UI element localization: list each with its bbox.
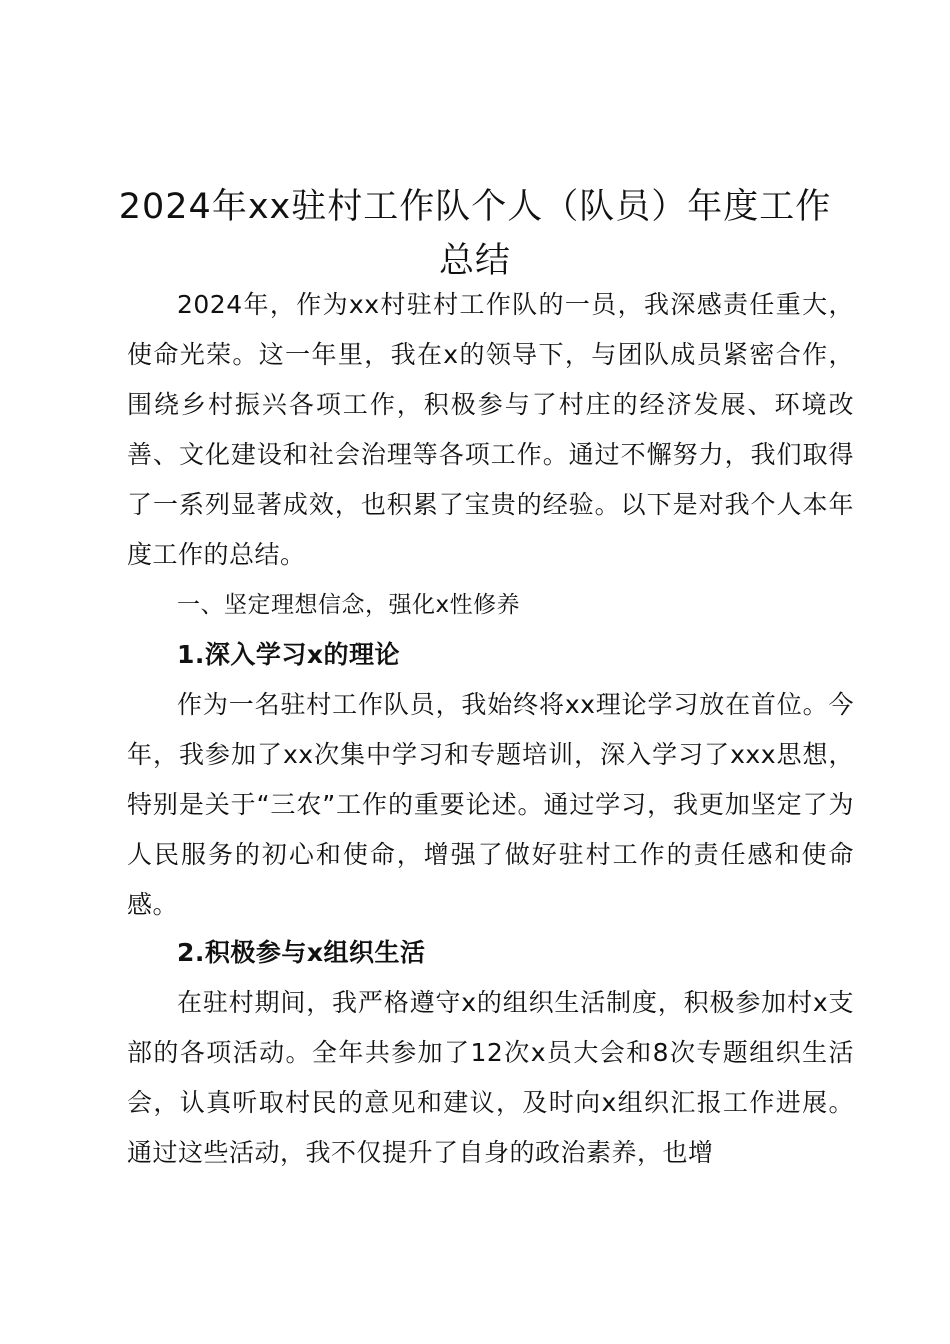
document-title: 2024年xx驻村工作队个人（队员）年度工作总结 [118, 187, 832, 281]
subsection-paragraph-2: 在驻村期间，我严格遵守x的组织生活制度，积极参加村x支部的各项活动。全年共参加了12次x员大会和8次专题组织生活会，认真听取村民的意见和建议，及时向x组织汇报工作进展。通过这些活动，我不仅提升了自身的政治素养，也增 [127, 988, 854, 1167]
subsection-paragraph-1: 作为一名驻村工作队员，我始终将xx理论学习放在首位。今年，我参加了xx次集中学习和专题培训，深入学习了xxx思想，特别是关于“三农”工作的重要论述。通过学习，我更加坚定了为人民服务的初心和使命，增强了做好驻村工作的责任感和使命感。 [127, 690, 854, 919]
intro-paragraph: 2024年，作为xx村驻村工作队的一员，我深感责任重大，使命光荣。这一年里，我在x的领导下，与团队成员紧密合作，围绕乡村振兴各项工作，积极参与了村庄的经济发展、环境改善、文化建设和社会治理等各项工作。通过不懈努力，我们取得了一系列显著成效，也积累了宝贵的经验。以下是对我个人本年度工作的总结。 [127, 290, 854, 569]
subsection-heading-2: 2.积极参与x组织生活 [177, 938, 426, 967]
subsection-heading-1: 1.深入学习x的理论 [177, 640, 401, 669]
section-heading-1: 一、坚定理想信念，强化x性修养 [177, 592, 521, 618]
